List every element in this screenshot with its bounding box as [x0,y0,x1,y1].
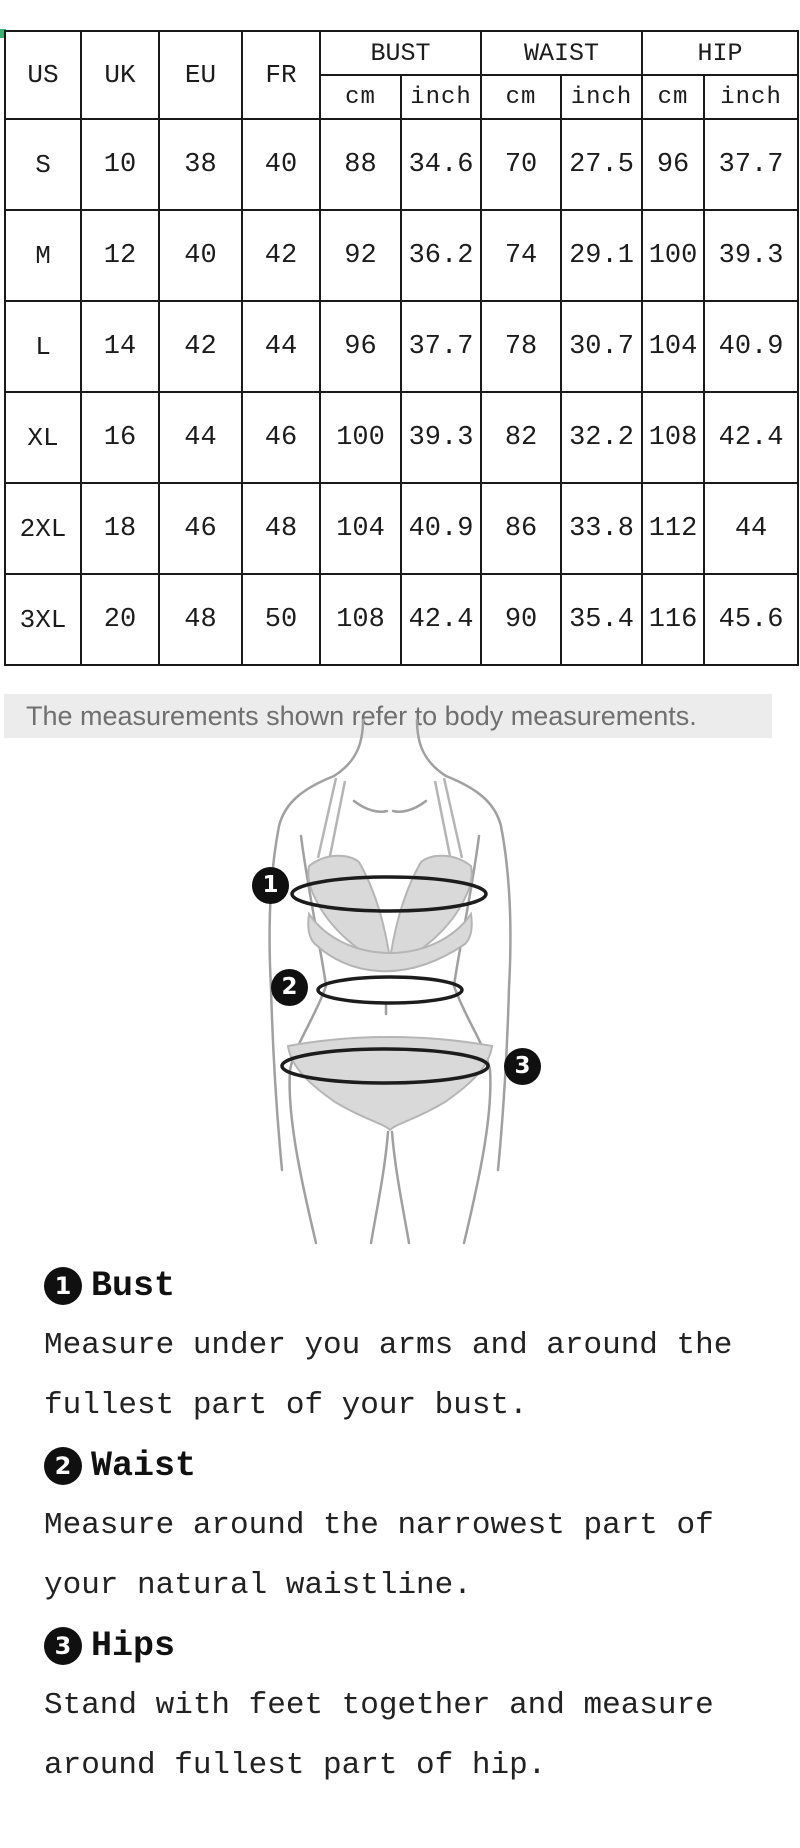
cell: 70 [481,119,561,210]
cell: 45.6 [704,574,798,665]
table-row-l [5,301,798,392]
cell: 104 [642,301,704,392]
header-us: US [5,31,81,119]
body-figure-illustration [205,718,575,1248]
cell: 86 [481,483,561,574]
cell: 100 [642,210,704,301]
cell: 90 [481,574,561,665]
cell: 32.2 [561,392,642,483]
bust-instruction-line: fullest part of your bust. [44,1388,528,1423]
cell: 37.7 [704,119,798,210]
bust-instruction-title [44,1256,774,1316]
cell: 48 [159,574,242,665]
cell: M [5,210,81,301]
cell: 44 [242,301,320,392]
cell: 82 [481,392,561,483]
cell: 3XL [5,574,81,665]
circled-1-icon: 1 [44,1267,82,1305]
table-row-m [5,210,798,301]
cell: 108 [642,392,704,483]
hips-instruction-title [44,1616,774,1676]
cell: 18 [81,483,159,574]
cell: 42.4 [401,574,481,665]
cell: 50 [242,574,320,665]
cell: S [5,119,81,210]
waist-instruction-title [44,1436,774,1496]
header-eu: EU [159,31,242,119]
cell: 42 [159,301,242,392]
cell: 14 [81,301,159,392]
hips-instruction-line: around fullest part of hip. [44,1748,547,1783]
cell: 2XL [5,483,81,574]
cell: 39.3 [401,392,481,483]
measuring-instructions [44,1256,774,1796]
cell: 40.9 [704,301,798,392]
cell: 34.6 [401,119,481,210]
cell: 48 [242,483,320,574]
header-bust-cm: cm [320,75,401,119]
cell: 44 [704,483,798,574]
table-row-3xl [5,574,798,665]
table-row-xl [5,392,798,483]
cell: 38 [159,119,242,210]
bust-instruction-line: Measure under you arms and around the [44,1328,733,1363]
cell: 10 [81,119,159,210]
header-waist-inch: inch [561,75,642,119]
cell: 40 [242,119,320,210]
cell: 116 [642,574,704,665]
header-hip-cm: cm [642,75,704,119]
cell: 42.4 [704,392,798,483]
hip-marker-icon: 3 [504,1048,541,1085]
table-row-2xl [5,483,798,574]
cell: 78 [481,301,561,392]
cell: 40.9 [401,483,481,574]
cell: 36.2 [401,210,481,301]
cell: 39.3 [704,210,798,301]
cell: 88 [320,119,401,210]
cell: 108 [320,574,401,665]
size-chart-table [4,30,799,666]
cell: 44 [159,392,242,483]
table-row-s [5,119,798,210]
cell: 96 [642,119,704,210]
cell: 37.7 [401,301,481,392]
waist-instruction-line: Measure around the narrowest part of [44,1508,714,1543]
header-fr: FR [242,31,320,119]
note-text: The measurements shown refer to body measurements. [26,701,697,731]
cell: 27.5 [561,119,642,210]
measurement-diagram [205,718,575,1248]
cell: L [5,301,81,392]
header-bust: BUST [320,31,481,75]
header-hip-inch: inch [704,75,798,119]
cell: 20 [81,574,159,665]
cell: 33.8 [561,483,642,574]
cell: 29.1 [561,210,642,301]
cell: 16 [81,392,159,483]
circled-2-icon: 2 [44,1447,82,1485]
cell: 100 [320,392,401,483]
cell: 42 [242,210,320,301]
waist-title-text: Waist [91,1446,197,1486]
cell: 74 [481,210,561,301]
header-uk: UK [81,31,159,119]
cell: XL [5,392,81,483]
cell: 35.4 [561,574,642,665]
cell: 46 [242,392,320,483]
circled-3-icon: 3 [44,1627,82,1665]
waist-measure-line [318,977,462,1003]
cell: 40 [159,210,242,301]
header-hip: HIP [642,31,798,75]
waist-instruction-line: your natural waistline. [44,1568,472,1603]
bust-title-text: Bust [91,1266,176,1306]
bust-marker-icon: 1 [252,867,289,904]
header-waist: WAIST [481,31,642,75]
cell: 112 [642,483,704,574]
hips-instruction-line: Stand with feet together and measure [44,1688,714,1723]
cell: 30.7 [561,301,642,392]
cell: 96 [320,301,401,392]
cell: 104 [320,483,401,574]
cell: 12 [81,210,159,301]
cell: 46 [159,483,242,574]
hips-title-text: Hips [91,1626,176,1666]
header-waist-cm: cm [481,75,561,119]
cell: 92 [320,210,401,301]
waist-marker-icon: 2 [271,969,308,1006]
header-bust-inch: inch [401,75,481,119]
